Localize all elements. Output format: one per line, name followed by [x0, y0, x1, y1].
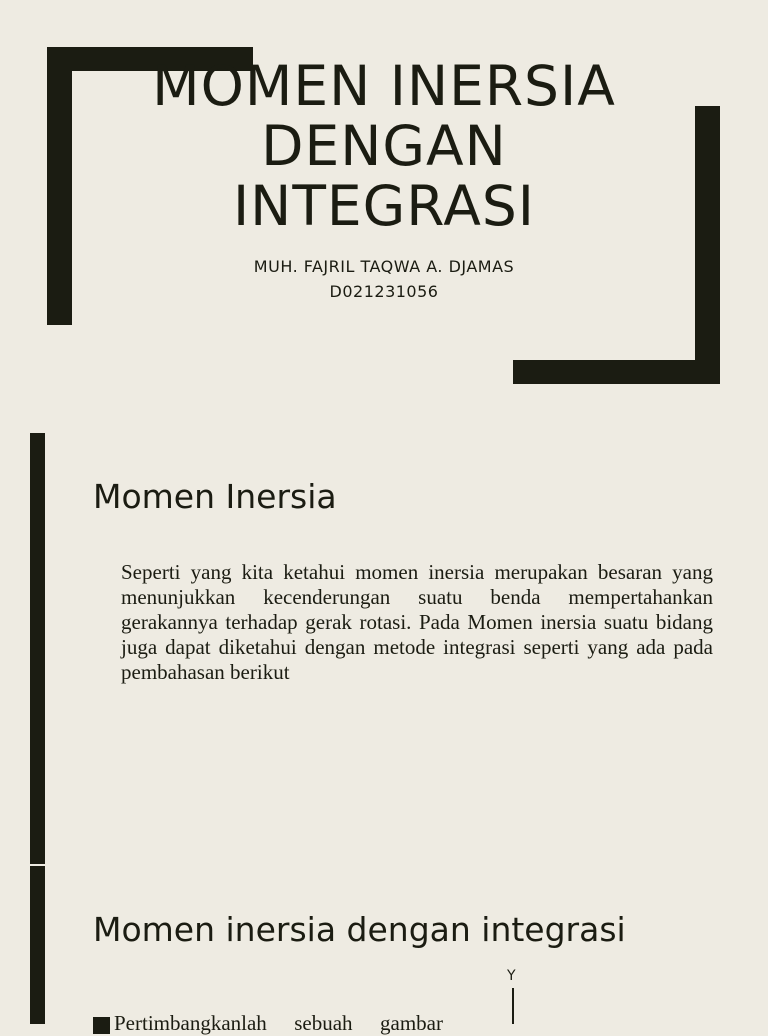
bullet-word-3: gambar: [380, 1011, 443, 1035]
frame-bottom-right-horizontal: [513, 360, 720, 384]
slide-title-line-3: INTEGRASI: [232, 174, 536, 238]
slide3-left-accent-bar: [30, 866, 45, 1024]
slide2-left-accent-bar: [30, 433, 45, 864]
y-axis-line: [512, 988, 514, 1024]
section-heading-momen-inersia: Momen Inersia: [93, 477, 337, 516]
author-name: MUH. FAJRIL TAQWA A. DJAMAS: [253, 257, 515, 276]
bullet-word-1: Pertimbangkanlah: [114, 1011, 267, 1035]
body-paragraph: Seperti yang kita ketahui momen inersia merupakan besaran yang menunjukkan kecenderungan suatu benda mempertahankan gerakannya terhadap gerak rotasi. Pada Momen inersia suatu bidang juga dapat diketahui dengan metode integrasi seperti yang ada pada pembahasan berikut: [121, 560, 713, 684]
frame-top-left-vertical: [47, 47, 72, 325]
bullet-square-icon: [93, 1017, 110, 1034]
frame-bottom-right-vertical: [695, 106, 720, 384]
y-axis-label: Y: [507, 968, 516, 984]
student-id: D021231056: [329, 282, 439, 301]
bullet-word-2: sebuah: [294, 1011, 353, 1035]
section-heading-integrasi: Momen inersia dengan integrasi: [93, 910, 626, 949]
slide-title-line-2: DENGAN: [261, 114, 507, 178]
slide-title-line-1: MOMEN INERSIA: [152, 54, 616, 118]
title-slide: [100, 56, 668, 304]
